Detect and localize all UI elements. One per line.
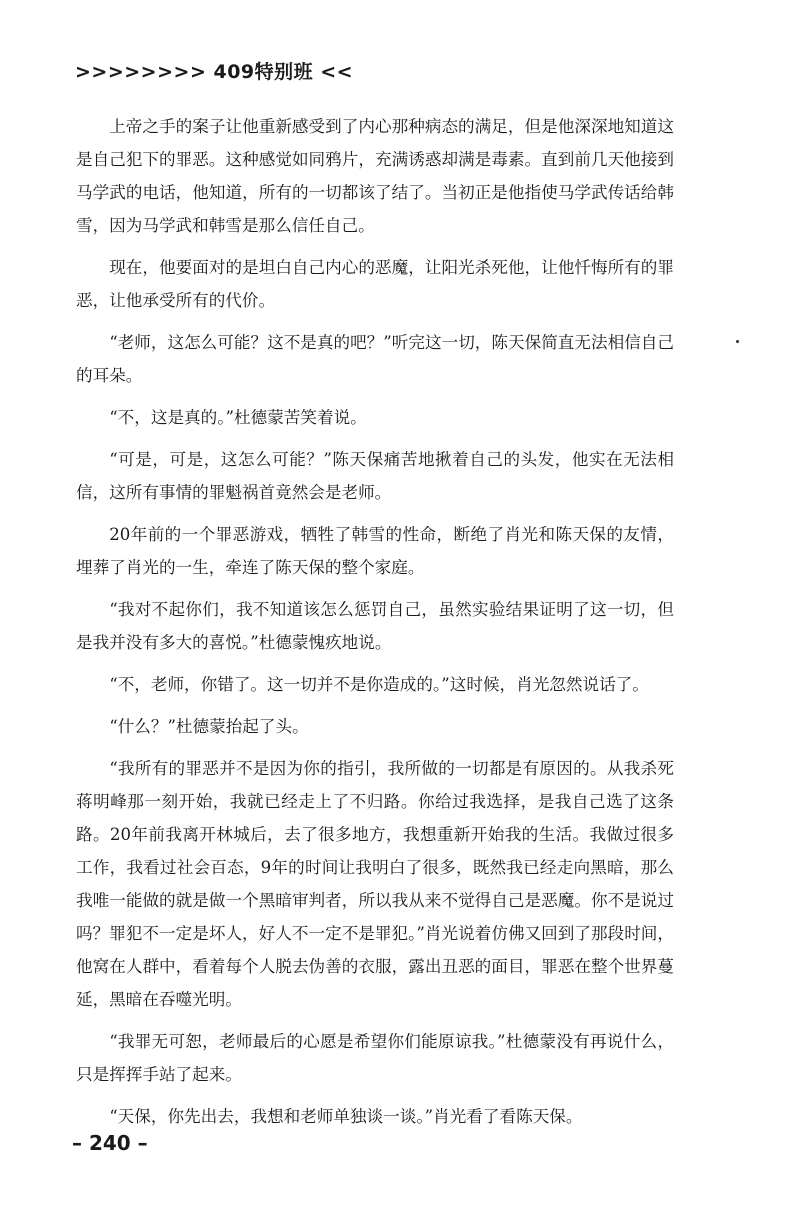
scan-speck — [736, 340, 739, 343]
page-number: – 240 – — [72, 1131, 148, 1155]
body-text — [76, 110, 674, 1142]
paragraph: 20年前的一个罪恶游戏，牺牲了韩雪的性命，断绝了肖光和陈天保的友情，埋葬了肖光的一生，牵连了陈天保的整个家庭。 — [76, 525, 674, 577]
paragraph: 现在，他要面对的是坦白自己内心的恶魔，让阳光杀死他，让他忏悔所有的罪恶，让他承受所有的代价。 — [76, 258, 674, 310]
paragraph: “我对不起你们，我不知道该怎么惩罚自己，虽然实验结果证明了这一切，但是我并没有多大的喜悦。”杜德蒙愧疚地说。 — [76, 600, 674, 652]
paragraph: “老师，这怎么可能？这不是真的吧？”听完这一切，陈天保简直无法相信自己的耳朵。 — [76, 333, 674, 385]
paragraph: “不，这是真的。”杜德蒙苦笑着说。 — [109, 408, 367, 427]
paragraph: “什么？”杜德蒙抬起了头。 — [109, 717, 309, 736]
paragraph: 上帝之手的案子让他重新感受到了内心那种病态的满足，但是他深深地知道这是自己犯下的罪恶。这种感觉如同鸦片，充满诱惑却满是毒素。直到前几天他接到马学武的电话，他知道，所有的一切都该了结了。当初正是他指使马学武传话给韩雪，因为马学武和韩雪是那么信任自己。 — [76, 117, 674, 235]
paragraph: “天保，你先出去，我想和老师单独谈一谈。”肖光看了看陈天保。 — [109, 1107, 583, 1126]
paragraph: “我所有的罪恶并不是因为你的指引，我所做的一切都是有原因的。从我杀死蒋明峰那一刻开始，我就已经走上了不归路。你给过我选择，是我自己选了这条路。20年前我离开林城后，去了很多地方，我想重新开始我的生活。我做过很多工作，我看过社会百态，9年的时间让我明白了很多，既然我已经走向黑暗，那么我唯一能做的就是做一个黑暗审判者，所以我从来不觉得自己是恶魔。你不是说过吗？罪犯不一定是坏人，好人不一定不是罪犯。”肖光说着仿佛又回到了那段时间，他窝在人群中，看着每个人脱去伪善的衣服，露出丑恶的面目，罪恶在整个世界蔓延，黑暗在吞噬光明。 — [76, 759, 674, 1009]
running-header: >>>>>>>> 409特别班 << — [75, 61, 354, 83]
paragraph: “不，老师，你错了。这一切并不是你造成的。”这时候，肖光忽然说话了。 — [109, 675, 649, 694]
paragraph: “我罪无可恕，老师最后的心愿是希望你们能原谅我。”杜德蒙没有再说什么，只是挥挥手站了起来。 — [76, 1032, 674, 1084]
paragraph: “可是，可是，这怎么可能？”陈天保痛苦地揪着自己的头发，他实在无法相信，这所有事情的罪魁祸首竟然会是老师。 — [76, 450, 674, 502]
